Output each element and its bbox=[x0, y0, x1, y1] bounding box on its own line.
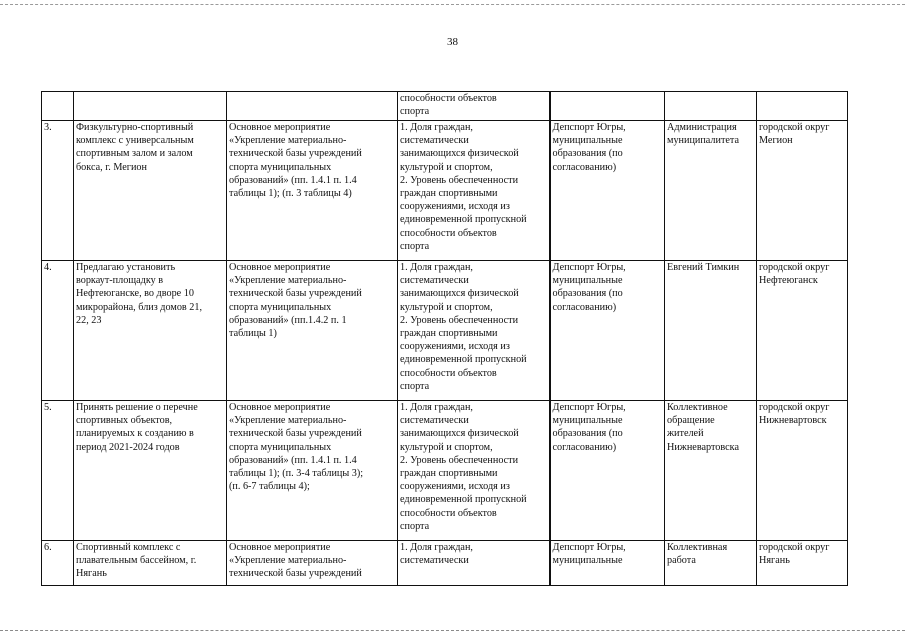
initiator-line: Нижневартовска bbox=[667, 441, 739, 453]
cell-territory bbox=[757, 541, 848, 586]
object-line: микрорайона, близ домов 21, bbox=[76, 301, 203, 313]
territory-line: городской округ bbox=[759, 542, 830, 553]
indicators-line: 1. Доля граждан, bbox=[400, 122, 473, 133]
cell-initiator bbox=[665, 92, 757, 121]
initiator-line: обращение bbox=[667, 415, 715, 427]
object-line: Принять решение о перечне bbox=[76, 402, 198, 413]
indicators-line: граждан спортивными bbox=[400, 188, 498, 200]
cell-territory bbox=[757, 92, 848, 121]
indicators-line: сооружениями, исходя из bbox=[400, 341, 510, 353]
table-row bbox=[42, 121, 848, 261]
cell-initiator bbox=[665, 261, 757, 401]
territory-line: Мегион bbox=[759, 135, 793, 147]
territory-line: городской округ bbox=[759, 262, 830, 273]
cell-territory bbox=[757, 261, 848, 401]
object-line: спортивных объектов, bbox=[76, 415, 173, 427]
cell-executor bbox=[550, 401, 665, 541]
indicators-line: систематически bbox=[400, 135, 469, 147]
indicators-line: систематически bbox=[400, 555, 469, 567]
indicators-line: занимающихся физической bbox=[400, 148, 519, 160]
indicators-line: способности объектов bbox=[400, 227, 497, 239]
indicators-line: единовременной пропускной bbox=[400, 494, 527, 506]
territory-line: городской округ bbox=[759, 402, 830, 413]
object-line: Нягань bbox=[76, 568, 107, 580]
indicators-line: спорта bbox=[400, 520, 430, 532]
cell-indicators bbox=[398, 121, 550, 261]
object-line: Нефтеюганске, во дворе 10 bbox=[76, 288, 194, 300]
cell-object bbox=[74, 121, 227, 261]
measure-line: образований» (пп. 1.4.1 п. 1.4 bbox=[229, 174, 357, 186]
executor-line: согласованию) bbox=[552, 161, 617, 173]
cell-num bbox=[42, 92, 74, 121]
executor-line: Депспорт Югры, bbox=[552, 262, 626, 273]
measure-line: Основное мероприятие bbox=[229, 402, 331, 413]
initiator-line: Коллективная bbox=[667, 542, 728, 553]
indicators-line: единовременной пропускной bbox=[400, 214, 527, 226]
cell-executor bbox=[550, 541, 665, 586]
territory-line: Нягань bbox=[759, 555, 790, 567]
executor-line: образования (по bbox=[552, 428, 623, 440]
object-line: воркаут-площадку в bbox=[76, 275, 164, 287]
measure-line: технической базы учреждений bbox=[229, 428, 362, 440]
measure-line: спорта муниципальных bbox=[229, 441, 332, 453]
cell-indicators bbox=[398, 401, 550, 541]
measure-line: спорта муниципальных bbox=[229, 161, 332, 173]
measure-line: «Укрепление материально- bbox=[229, 135, 347, 147]
object-line: 22, 23 bbox=[76, 314, 102, 326]
indicators-line: единовременной пропускной bbox=[400, 354, 527, 366]
indicators-line: систематически bbox=[400, 275, 469, 287]
object-line: бокса, г. Мегион bbox=[76, 161, 147, 173]
object-line: Предлагаю установить bbox=[76, 262, 176, 273]
table-row-continued bbox=[42, 92, 848, 121]
executor-line: муниципальные bbox=[552, 415, 623, 427]
indicators-line: 1. Доля граждан, bbox=[400, 402, 473, 413]
indicators-line: сооружениями, исходя из bbox=[400, 201, 510, 213]
measure-line: «Укрепление материально- bbox=[229, 275, 347, 287]
cell-executor bbox=[550, 121, 665, 261]
cell-measure bbox=[227, 92, 398, 121]
measure-line: «Укрепление материально- bbox=[229, 415, 347, 427]
territory-line: городской округ bbox=[759, 122, 830, 133]
indicators-line: спорта bbox=[400, 240, 430, 252]
indicators-line: сооружениями, исходя из bbox=[400, 481, 510, 493]
indicators-line: занимающихся физической bbox=[400, 428, 519, 440]
executor-line: Депспорт Югры, bbox=[552, 542, 626, 553]
territory-line: Нижневартовск bbox=[759, 415, 827, 427]
cell-object bbox=[74, 92, 227, 121]
indicators-line: граждан спортивными bbox=[400, 328, 498, 340]
measure-line: «Укрепление материально- bbox=[229, 555, 347, 567]
measure-line: образований» (пп.1.4.2 п. 1 bbox=[229, 314, 347, 326]
executor-line: муниципальные bbox=[552, 555, 623, 567]
cell-executor bbox=[550, 261, 665, 401]
object-line: период 2021-2024 годов bbox=[76, 441, 180, 453]
indicators-line: спорта bbox=[400, 380, 430, 392]
top-scan-edge bbox=[0, 4, 905, 5]
cell-indicators bbox=[398, 541, 550, 586]
cell-executor bbox=[550, 92, 665, 121]
indicators-line: 2. Уровень обеспеченности bbox=[400, 454, 519, 466]
bottom-scan-edge bbox=[0, 630, 905, 631]
initiator-line: Администрация bbox=[667, 122, 737, 133]
indicators-line: 2. Уровень обеспеченности bbox=[400, 314, 519, 326]
measure-line: образований» (пп. 1.4.1 п. 1.4 bbox=[229, 454, 357, 466]
initiator-line: Евгений Тимкин bbox=[667, 262, 740, 273]
cell-indicators bbox=[398, 92, 550, 121]
cell-territory bbox=[757, 401, 848, 541]
measure-line: технической базы учреждений bbox=[229, 288, 362, 300]
table-row bbox=[42, 261, 848, 401]
cell-num: 5. bbox=[42, 401, 74, 541]
cell-initiator bbox=[665, 401, 757, 541]
measure-line: (п. 6-7 таблицы 4); bbox=[229, 481, 310, 493]
executor-line: образования (по bbox=[552, 148, 623, 160]
executor-line: согласованию) bbox=[552, 441, 617, 453]
measure-line: таблицы 1); (п. 3-4 таблицы 3); bbox=[229, 468, 364, 480]
object-line: планируемых к созданию в bbox=[76, 428, 194, 440]
cell-object bbox=[74, 401, 227, 541]
initiator-line: Коллективное bbox=[667, 402, 728, 413]
indicators-line: культурой и спортом, bbox=[400, 301, 493, 313]
indicators-line: культурой и спортом, bbox=[400, 161, 493, 173]
measure-line: технической базы учреждений bbox=[229, 568, 362, 580]
measure-line: таблицы 1); (п. 3 таблицы 4) bbox=[229, 188, 352, 200]
indicator-line: способности объектов bbox=[400, 93, 497, 104]
cell-num: 3. bbox=[42, 121, 74, 261]
territory-line: Нефтеюганск bbox=[759, 275, 818, 287]
indicators-line: 2. Уровень обеспеченности bbox=[400, 174, 519, 186]
cell-measure bbox=[227, 541, 398, 586]
cell-initiator bbox=[665, 121, 757, 261]
initiator-line: муниципалитета bbox=[667, 135, 740, 147]
executor-line: образования (по bbox=[552, 288, 623, 300]
object-line: Физкультурно-спортивный bbox=[76, 122, 194, 133]
indicators-line: 1. Доля граждан, bbox=[400, 262, 473, 273]
projects-table bbox=[41, 91, 848, 586]
cell-territory bbox=[757, 121, 848, 261]
executor-line: муниципальные bbox=[552, 135, 623, 147]
object-line: комплекс с универсальным bbox=[76, 135, 194, 147]
cell-measure bbox=[227, 121, 398, 261]
indicators-line: систематически bbox=[400, 415, 469, 427]
indicators-line: занимающихся физической bbox=[400, 288, 519, 300]
cell-object bbox=[74, 261, 227, 401]
indicator-line: спорта bbox=[400, 106, 430, 118]
measure-line: таблицы 1) bbox=[229, 328, 277, 340]
cell-initiator bbox=[665, 541, 757, 586]
cell-num: 4. bbox=[42, 261, 74, 401]
indicators-line: 1. Доля граждан, bbox=[400, 542, 473, 553]
indicators-line: культурой и спортом, bbox=[400, 441, 493, 453]
measure-line: Основное мероприятие bbox=[229, 542, 331, 553]
measure-line: спорта муниципальных bbox=[229, 301, 332, 313]
cell-num: 6. bbox=[42, 541, 74, 586]
executor-line: согласованию) bbox=[552, 301, 617, 313]
object-line: плавательным бассейном, г. bbox=[76, 555, 197, 567]
cell-indicators bbox=[398, 261, 550, 401]
initiator-line: работа bbox=[667, 555, 696, 567]
table-row bbox=[42, 541, 848, 586]
initiator-line: жителей bbox=[667, 428, 704, 440]
indicators-line: способности объектов bbox=[400, 367, 497, 379]
projects-table-body bbox=[42, 92, 848, 586]
measure-line: Основное мероприятие bbox=[229, 122, 331, 133]
cell-object bbox=[74, 541, 227, 586]
measure-line: технической базы учреждений bbox=[229, 148, 362, 160]
object-line: спортивным залом и залом bbox=[76, 148, 193, 160]
executor-line: Депспорт Югры, bbox=[552, 402, 626, 413]
executor-line: Депспорт Югры, bbox=[552, 122, 626, 133]
object-line: Спортивный комплекс с bbox=[76, 542, 181, 553]
executor-line: муниципальные bbox=[552, 275, 623, 287]
cell-measure bbox=[227, 261, 398, 401]
indicators-line: способности объектов bbox=[400, 507, 497, 519]
cell-measure bbox=[227, 401, 398, 541]
page-number: 38 bbox=[447, 36, 458, 48]
measure-line: Основное мероприятие bbox=[229, 262, 331, 273]
indicators-line: граждан спортивными bbox=[400, 468, 498, 480]
table-row bbox=[42, 401, 848, 541]
